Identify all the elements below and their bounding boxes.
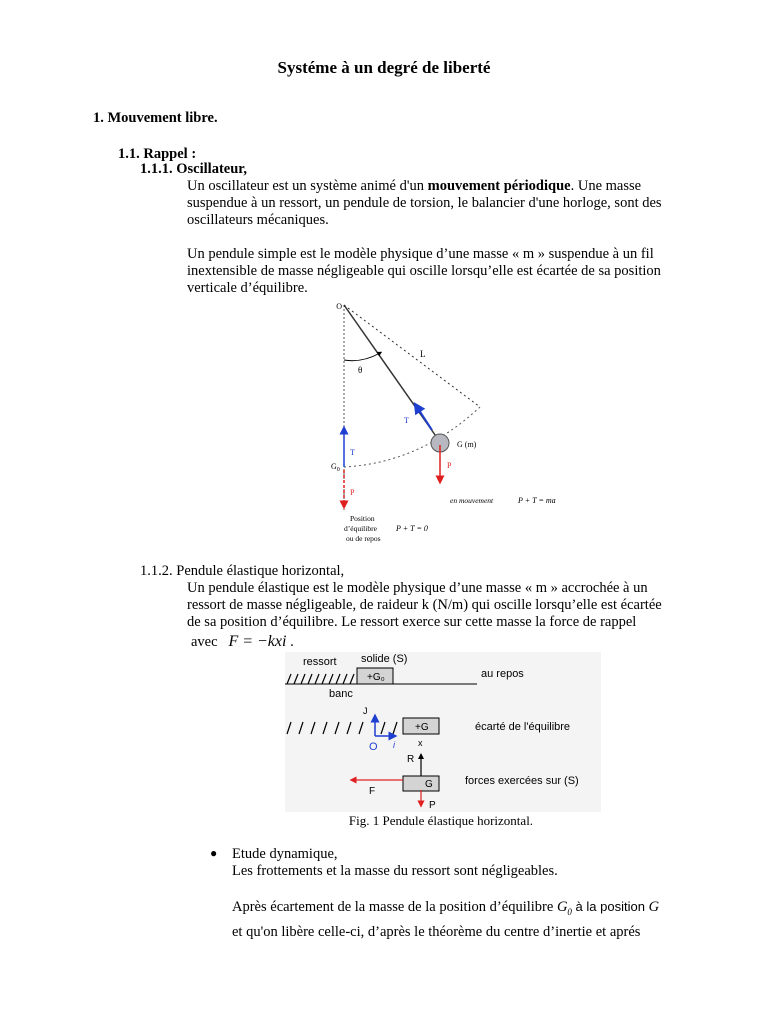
section-heading-1-1-2: 1.1.2. Pendule élastique horizontal, — [140, 563, 345, 579]
section-heading-1-1: 1.1. Rappel : — [118, 146, 197, 162]
motion-label: en mouvement — [450, 496, 494, 505]
mass-block-forces — [403, 776, 439, 791]
x-label: x — [418, 738, 423, 748]
block-label-displaced: +G — [415, 722, 429, 733]
theta-label: θ — [358, 365, 363, 375]
text-run: à la position — [575, 899, 645, 914]
mass-label: G (m) — [457, 440, 477, 449]
displaced-label: écarté de l'équilibre — [475, 721, 571, 733]
paragraph-line: suspendue à un ressort, un pendule de torsion, le balancier d'une horloge, sont des — [187, 195, 662, 211]
i-label: i — [393, 740, 395, 750]
g0-subscript: 0 — [567, 906, 572, 917]
g0-subscript: 0 — [336, 467, 340, 473]
equilibrium-equation: P + T = 0 — [396, 524, 428, 533]
g0-letter: G — [331, 462, 337, 471]
paragraph-line: avec F = −kxi . — [191, 633, 294, 650]
weight-p-label: P — [429, 800, 436, 811]
paragraph-oscillateur — [187, 178, 707, 229]
paragraph-etude — [232, 846, 752, 880]
length-label: L — [420, 349, 426, 359]
block-label-forces: G — [425, 779, 433, 790]
text-run: . Une masse — [570, 178, 642, 194]
forces-label: forces exercées sur (S) — [465, 775, 579, 787]
paragraph-line: inextensible de masse négligeable qui oscille lorsqu’elle est écartée de sa position — [187, 263, 661, 279]
spring-label: ressort — [303, 656, 337, 668]
paragraph-pendule-elastique — [187, 580, 707, 651]
page-title: Systéme à un degré de liberté — [277, 58, 491, 77]
force-f-label: F — [369, 786, 376, 797]
section-heading-1-1-1: 1.1.1. Oscillateur, — [140, 161, 248, 177]
position-label-3: ou de repos — [346, 534, 381, 543]
paragraph-apres — [232, 898, 712, 941]
paragraph-line — [232, 898, 712, 921]
text-run: Un oscillateur est un système animé d'un — [187, 178, 428, 194]
paragraph-line — [187, 178, 707, 195]
section-heading-1: 1. Mouvement libre. — [93, 110, 218, 126]
trajectory-arc — [344, 407, 480, 467]
position-label-2: d’équilibre — [344, 524, 377, 533]
g-symbol: G — [648, 899, 660, 915]
force-formula: F = −kxi — [228, 633, 287, 650]
bullet-icon: ● — [210, 846, 218, 860]
bench-label: banc — [329, 688, 353, 700]
reaction-label: R — [407, 754, 415, 765]
pendulum-figure — [300, 295, 560, 555]
paragraph-line: Un pendule élastique est le modèle physique d’une masse « m » accrochée à un — [187, 580, 648, 596]
paragraph-line: verticale d’équilibre. — [187, 280, 308, 296]
avec-label: avec — [191, 634, 218, 650]
elastic-pendulum-figure — [285, 652, 601, 812]
j-label: J — [363, 706, 368, 716]
position-label-1: Position — [350, 514, 375, 523]
paragraph-line: Etude dynamique, — [232, 846, 338, 862]
g0-label — [331, 462, 340, 473]
weight-label: P — [447, 461, 452, 470]
block-label-rest: +G₀ — [367, 672, 385, 683]
paragraph-line: Les frottements et la masse du ressort sont négligeables. — [232, 863, 558, 879]
solid-label: solide (S) — [361, 653, 408, 665]
paragraph-line: Un pendule simple est le modèle physique d’une masse « m » suspendue à un fil — [187, 246, 654, 262]
paragraph-line: de sa position d’équilibre. Le ressort exerce sur cette masse la force de rappel — [187, 614, 637, 630]
theta-arc — [344, 353, 380, 361]
tension-arrow — [417, 407, 432, 430]
emphasis: mouvement périodique — [427, 178, 571, 194]
motion-equation: P + T = ma — [518, 496, 556, 505]
g0-letter: G — [556, 899, 568, 915]
rest-weight-label: P — [350, 488, 355, 497]
paragraph-line: ressort de masse négligeable, de raideur k (N/m) qui oscille lorsqu’elle est écartée — [187, 597, 662, 613]
g0-symbol — [557, 899, 572, 915]
rest-tension-label: T — [350, 448, 355, 457]
paragraph-line: oscillateurs mécaniques. — [187, 212, 329, 228]
figure-caption: Fig. 1 Pendule élastique horizontal. — [348, 813, 534, 828]
origin-o-label: O — [369, 741, 378, 753]
text-run: Après écartement de la masse de la position d’équilibre — [232, 899, 554, 915]
origin-label: O — [336, 302, 342, 311]
length-line — [344, 305, 480, 407]
rest-label: au repos — [481, 668, 524, 680]
tension-label: T — [404, 416, 409, 425]
paragraph-pendule-simple — [187, 246, 707, 297]
paragraph-line: et qu'on libère celle-ci, d’après le théorème du centre d’inertie et aprés — [232, 923, 641, 940]
